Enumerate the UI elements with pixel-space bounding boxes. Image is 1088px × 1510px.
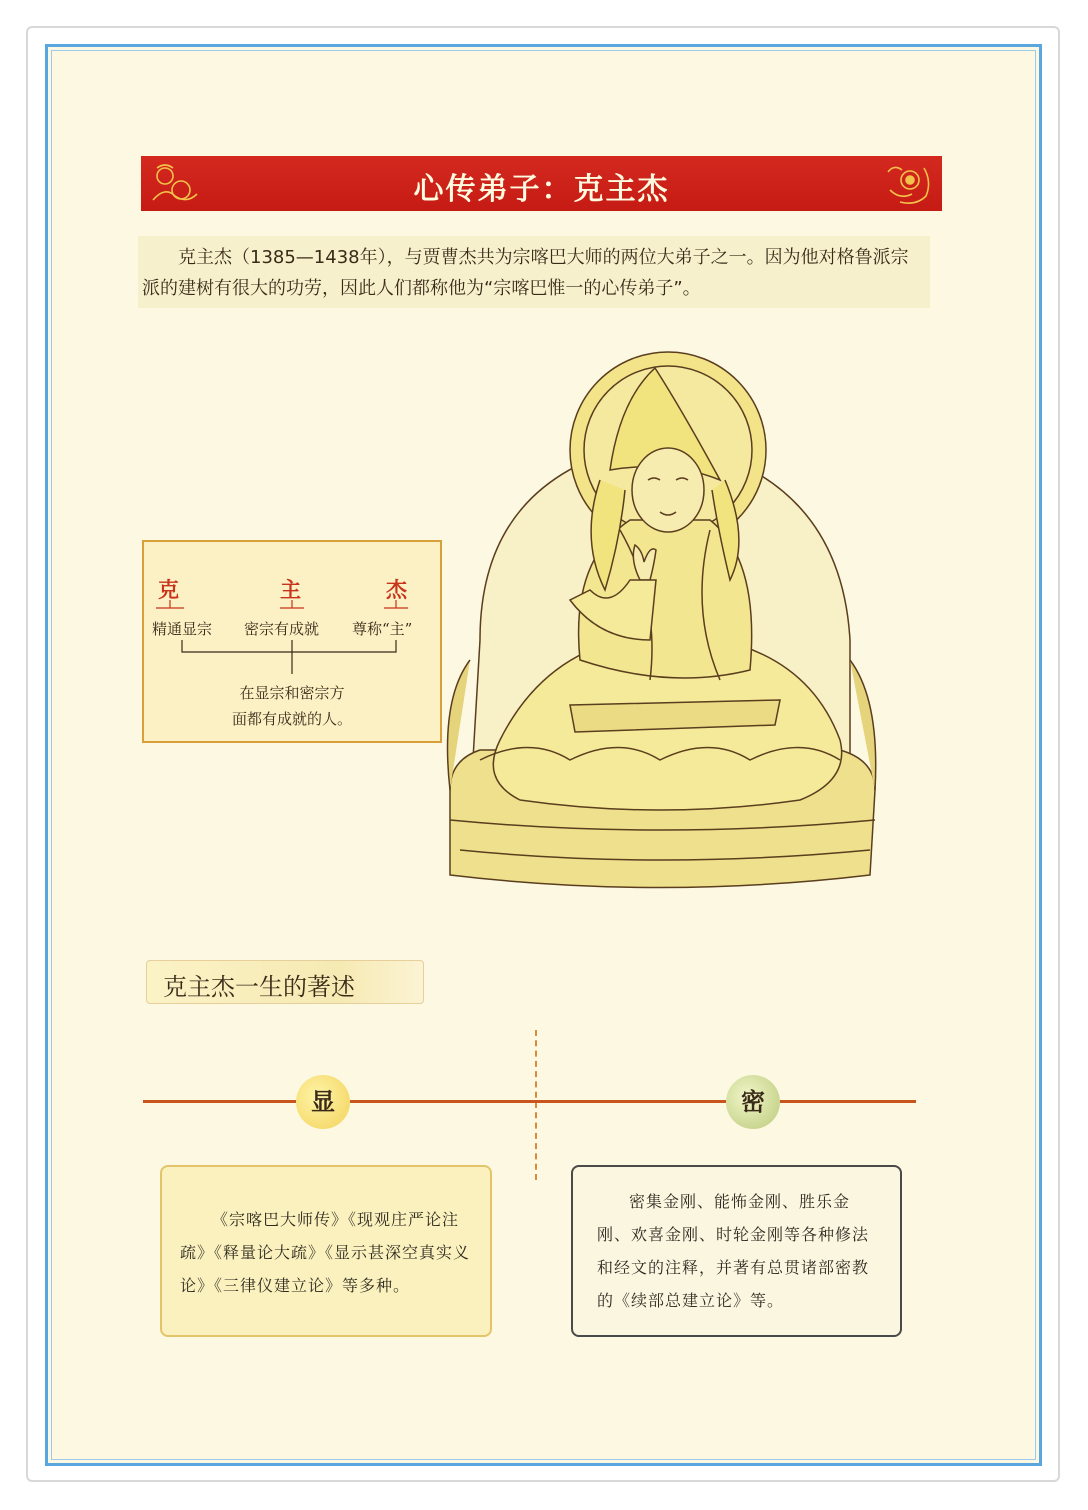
etymology-gloss-jie: 尊称“主” <box>352 620 413 638</box>
center-divider <box>535 1030 537 1180</box>
etymology-summary-line1: 在显宗和密宗方 <box>239 684 345 702</box>
etymology-summary <box>144 680 440 732</box>
right-ornament-icon <box>880 160 936 207</box>
khedrup-je-illustration <box>420 340 900 910</box>
intro-text: 克主杰（1385—1438年），与贾曹杰共为宗喀巴大师的两位大弟子之一。因为他对格鲁派宗派的建树有很大的功劳，因此人们都称他为“宗喀巴惟一的心传弟子”。 <box>142 247 909 299</box>
section-heading: 克主杰一生的著述 <box>163 973 355 1001</box>
intro-block <box>138 236 930 308</box>
rule-middle <box>350 1100 726 1103</box>
exoteric-badge: 显 <box>296 1075 350 1129</box>
etymology-char-ke: 克 <box>158 578 179 602</box>
etymology-char-jie: 杰 <box>386 578 407 602</box>
esoteric-badge: 密 <box>726 1075 780 1129</box>
title-banner <box>141 156 942 211</box>
esoteric-works-text: 密集金刚、能怖金刚、胜乐金刚、欢喜金刚、时轮金刚等各种修法和经文的注释，并著有总贯诸部密教的《续部总建立论》等。 <box>597 1192 870 1310</box>
name-etymology-box <box>142 540 442 743</box>
exoteric-works-card <box>160 1165 492 1337</box>
rule-left-a <box>143 1100 296 1103</box>
etymology-gloss-ke: 精通显宗 <box>152 620 213 638</box>
etymology-gloss-zhu: 密宗有成就 <box>244 620 320 638</box>
page-title: 心传弟子：克主杰 <box>413 172 670 207</box>
exoteric-works-text: 《宗喀巴大师传》《现观庄严论注疏》《释量论大疏》《显示甚深空真实义论》《三律仪建立论》等多种。 <box>180 1210 471 1295</box>
section-heading-tab <box>146 960 424 1004</box>
rule-right <box>780 1100 916 1103</box>
etymology-char-zhu: 主 <box>280 578 301 602</box>
esoteric-works-card <box>571 1165 902 1337</box>
etymology-summary-line2: 面都有成就的人。 <box>231 710 352 728</box>
